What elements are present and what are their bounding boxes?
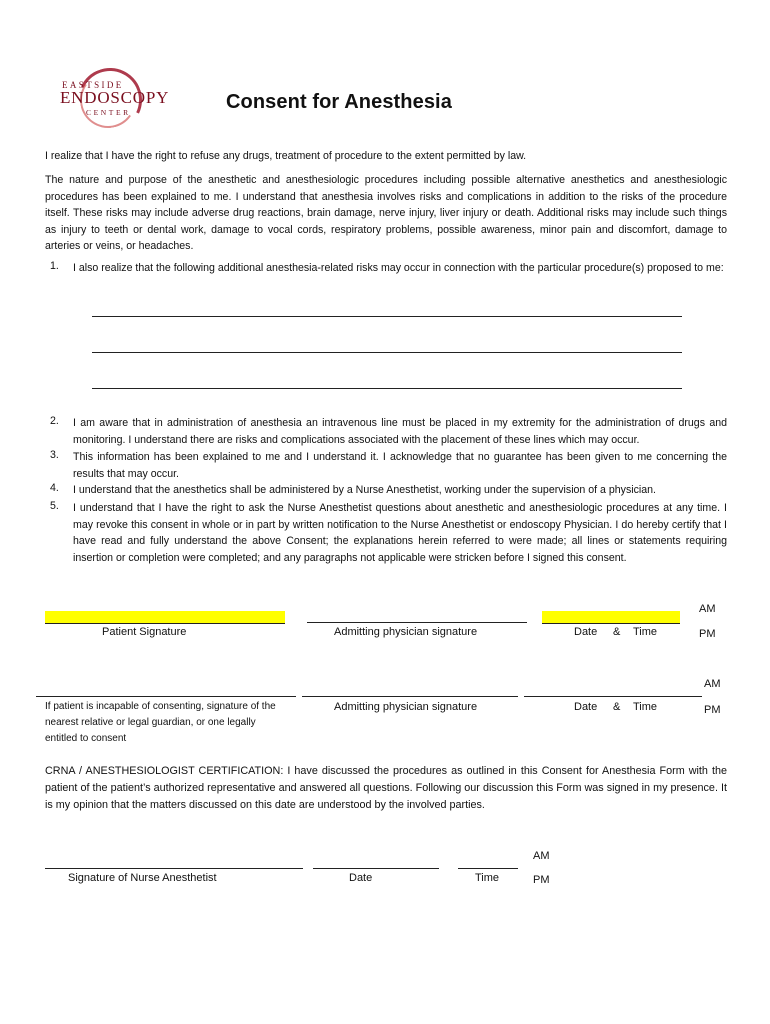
risk-line-1[interactable] (92, 316, 682, 317)
page-title: Consent for Anesthesia (226, 91, 452, 113)
date-time-line-2[interactable] (524, 696, 702, 697)
patient-signature-label: Patient Signature (102, 626, 187, 638)
date-line-3[interactable] (313, 868, 439, 869)
time-label-3: Time (475, 872, 500, 884)
item-3-text: This information has been explained to me and I understand it. I acknowledge that no guarantee has been given to me concerning the results that may occur. (73, 451, 727, 480)
patient-signature-field[interactable] (45, 611, 285, 624)
time-label-1: Time (633, 626, 658, 638)
pm-label-3: PM (533, 874, 550, 886)
item-2-text: I am aware that in administration of anesthesia an intravenous line must be placed in my extremity for the administration of drugs and monitoring. I understand there are risks and complications associated with the placement of these lines which may occur. (73, 417, 727, 446)
ampersand-label-1: & (613, 626, 621, 638)
risk-line-3[interactable] (92, 388, 682, 389)
ampersand-label-2: & (613, 701, 621, 713)
am-label-2: AM (704, 678, 721, 690)
certification-text: CRNA / ANESTHESIOLOGIST CERTIFICATION: I have discussed the procedures as outlined in this Consent for Anesthesia Form with the patient of the patient’s authorized representative and answered all questions. Following our discussion this Form was signed in my presence. It is my opinion that the matters discussed on this date are understood by the involved parties. (45, 765, 727, 811)
time-label-2: Time (633, 701, 658, 713)
item-1-number: 1. (50, 260, 59, 272)
item-4-text: I understand that the anesthetics shall be administered by a Nurse Anesthetist, working under the supervision of a physician. (73, 484, 656, 496)
logo-line2: ENDOSCOPY (60, 88, 170, 107)
intro-text: I realize that I have the right to refuse any drugs, treatment of procedure to the extent permitted by law. (45, 150, 527, 162)
physician-signature-line-1[interactable] (307, 622, 527, 623)
risk-line-2[interactable] (92, 352, 682, 353)
logo-line1: EASTSIDE (62, 80, 124, 90)
item-3-number: 3. (50, 449, 59, 461)
relative-signature-label: If patient is incapable of consenting, signature of the nearest relative or legal guardian, or one legally entitled to consent (45, 701, 276, 744)
pm-label-1: PM (699, 628, 716, 640)
date-label-1: Date (574, 626, 598, 638)
item-5-text: I understand that I have the right to ask the Nurse Anesthetist questions about anesthetic and anesthesiologic procedures at any time. I may revoke this consent in whole or in part by written notification to the Nurse Anesthetist or endoscopy Physician. I do hereby certify that I have read and fully understand the above Consent; the explanations herein referred to were made; all lines or statements requiring insertion or completion were completed; and any paragraphs not applicable were stricken before I signed this consent. (73, 502, 727, 564)
am-label-1: AM (699, 603, 716, 615)
time-line-3[interactable] (458, 868, 518, 869)
date-label-3: Date (349, 872, 373, 884)
logo-line3: CENTER (86, 108, 131, 117)
physician-signature-label-1: Admitting physician signature (334, 626, 478, 638)
item-1-text: I also realize that the following additional anesthesia-related risks may occur in connection with the particular procedure(s) proposed to me: (73, 262, 724, 274)
pm-label-2: PM (704, 704, 721, 716)
eastside-endoscopy-logo (58, 68, 170, 126)
physician-signature-label-2: Admitting physician signature (334, 701, 478, 713)
risks-paragraph: The nature and purpose of the anesthetic and anesthesiologic procedures including possible alternative anesthetics and anesthesiologic procedures has been explained to me. I understand that anesthesia involves risks and complications in addition to the risks of the procedure itself. These risks may include adverse drug reactions, brain damage, nerve injury, liver injury or death. Additional risks may include such things as injury to teeth or dental work, damage to vocal cords, respiratory problems, possible awareness, minor pain and discomfort, damage to arteries or veins, or headaches. (45, 174, 727, 252)
am-label-3: AM (533, 850, 550, 862)
item-2-number: 2. (50, 415, 59, 427)
nurse-signature-line[interactable] (45, 868, 303, 869)
physician-signature-line-2[interactable] (302, 696, 518, 697)
date-label-2: Date (574, 701, 598, 713)
date-time-field-1[interactable] (542, 611, 680, 624)
relative-signature-line[interactable] (36, 696, 296, 697)
item-5-number: 5. (50, 500, 59, 512)
item-4-number: 4. (50, 482, 59, 494)
nurse-signature-label: Signature of Nurse Anesthetist (68, 872, 217, 884)
